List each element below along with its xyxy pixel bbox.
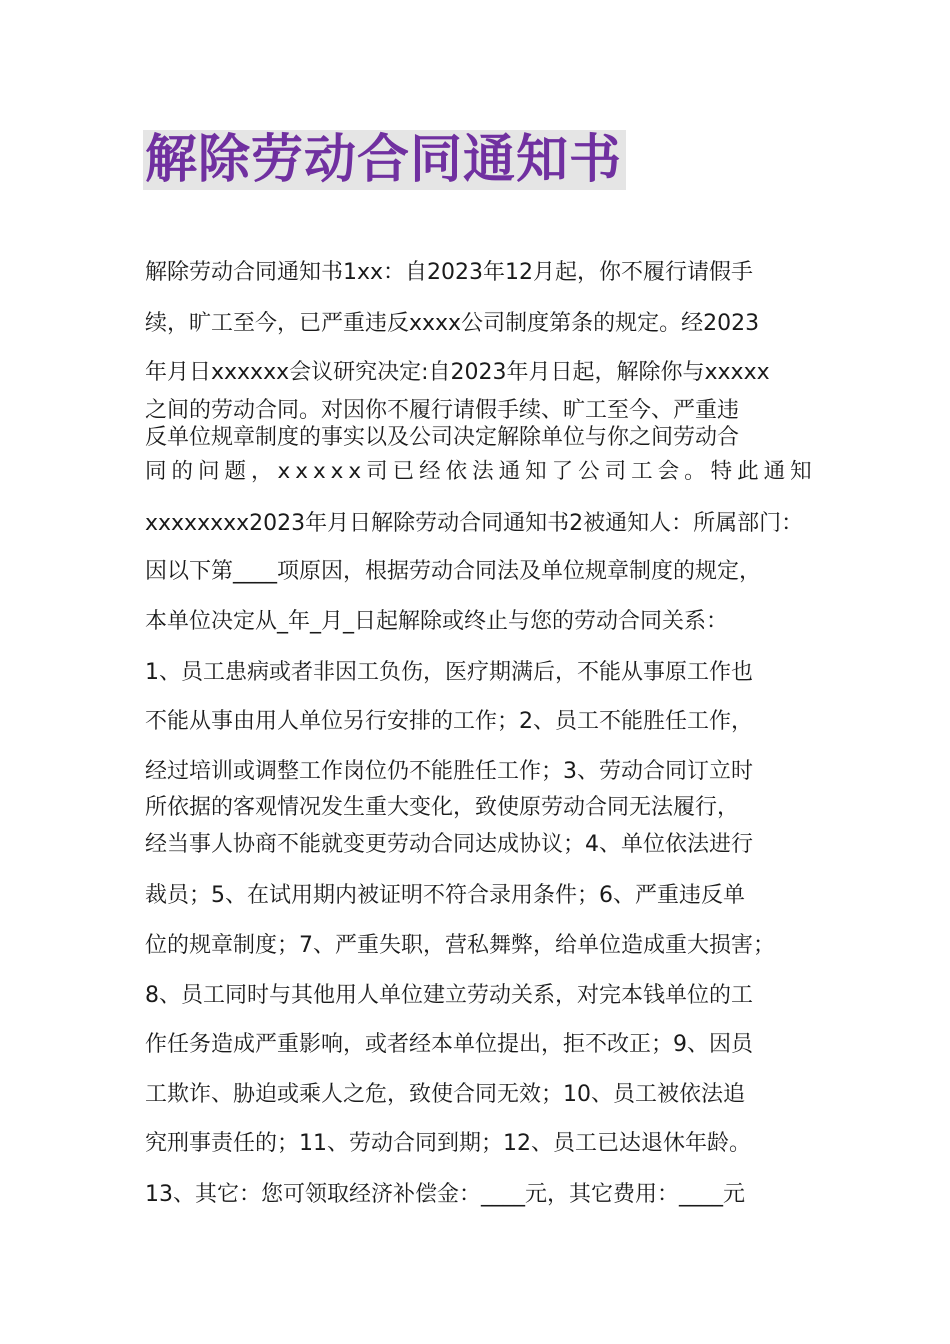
body-line: 同的问题，xxxxx司已经依法通知了公司工会。特此通知 [145, 459, 817, 484]
document-title: 解除劳动合同通知书 [145, 130, 623, 190]
body-line: 解除劳动合同通知书1xx：自2023年12月起，你不履行请假手 [145, 260, 754, 285]
body-line: 13、其它：您可领取经济补偿金：____元，其它费用：____元 [145, 1182, 745, 1207]
body-line: 因以下第____项原因，根据劳动合同法及单位规章制度的规定， [145, 559, 762, 584]
title-highlight [143, 130, 626, 190]
body-line: 续，旷工至今，已严重违反xxxx公司制度第条的规定。经2023 [145, 311, 760, 336]
body-line: 经当事人协商不能就变更劳动合同达成协议；4、单位依法进行 [145, 832, 753, 857]
body-line: xxxxxxxx2023年月日解除劳动合同通知书2被通知人：所属部门： [145, 511, 804, 536]
body-line: 位的规章制度；7、严重失职，营私舞弊，给单位造成重大损害； [145, 933, 775, 958]
body-line: 裁员；5、在试用期内被证明不符合录用条件；6、严重违反单 [145, 883, 745, 908]
body-line: 本单位决定从_年_月_日起解除或终止与您的劳动合同关系： [145, 609, 729, 634]
body-line: 所依据的客观情况发生重大变化，致使原劳动合同无法履行， [145, 795, 740, 820]
body-line: 究刑事责任的；11、劳动合同到期；12、员工已达退休年龄。 [145, 1131, 751, 1156]
body-line: 作任务造成严重影响，或者经本单位提出，拒不改正；9、因员 [145, 1032, 753, 1057]
body-line: 1、员工患病或者非因工负伤，医疗期满后，不能从事原工作也 [145, 660, 753, 685]
body-line: 之间的劳动合同。对因你不履行请假手续、旷工至今、严重违 [145, 398, 740, 423]
body-line: 工欺诈、胁迫或乘人之危，致使合同无效；10、员工被依法追 [145, 1082, 745, 1107]
body-line: 8、员工同时与其他用人单位建立劳动关系，对完本钱单位的工 [145, 983, 753, 1008]
body-line: 不能从事由用人单位另行安排的工作；2、员工不能胜任工作， [145, 709, 753, 734]
body-line: 年月日xxxxxx会议研究决定:自2023年月日起，解除你与xxxxx [145, 360, 770, 385]
body-line: 经过培训或调整工作岗位仍不能胜任工作；3、劳动合同订立时 [145, 759, 753, 784]
body-line: 反单位规章制度的事实以及公司决定解除单位与你之间劳动合 [145, 425, 740, 450]
